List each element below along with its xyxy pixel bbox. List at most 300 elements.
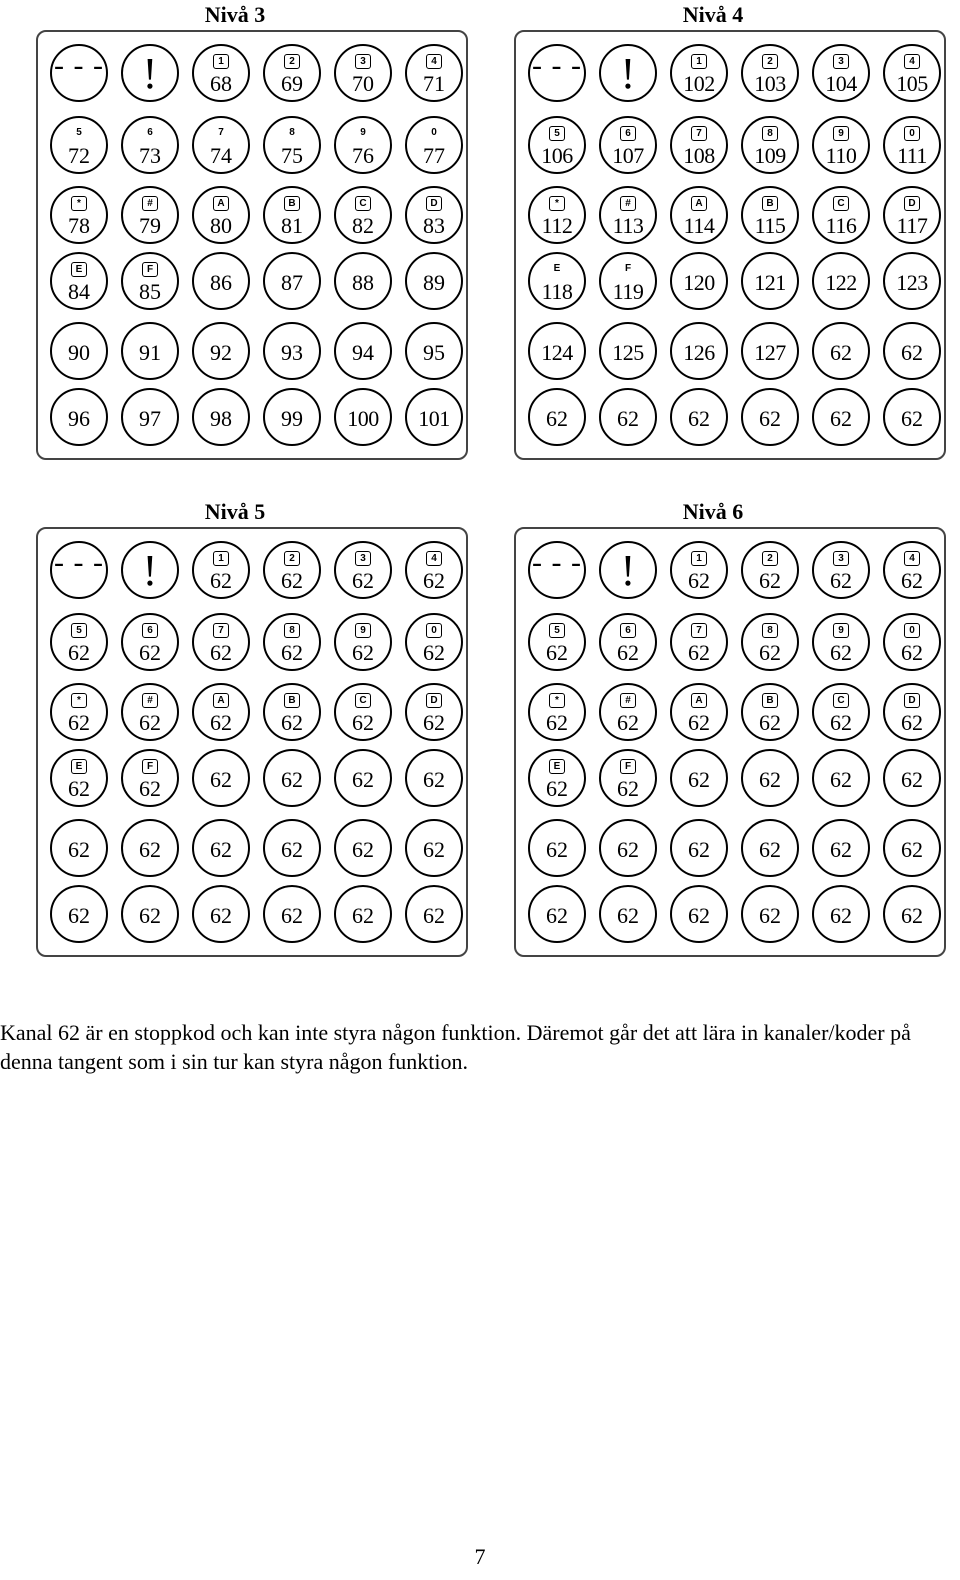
keypad-key bbox=[528, 44, 586, 102]
keypad-key bbox=[812, 885, 870, 943]
key-label: 4 bbox=[426, 54, 442, 69]
key-value: 62 bbox=[139, 710, 161, 735]
key-value: 90 bbox=[68, 340, 90, 365]
key-value: 92 bbox=[210, 340, 232, 365]
keypad-key bbox=[405, 613, 463, 671]
key-value: 124 bbox=[541, 340, 573, 365]
key-value: 62 bbox=[210, 767, 232, 792]
keypad-key bbox=[192, 388, 250, 446]
key-label: A bbox=[213, 693, 229, 708]
keypad-key bbox=[741, 541, 799, 599]
key-label: 9 bbox=[360, 127, 366, 138]
keypad-key bbox=[263, 252, 321, 310]
key-label: C bbox=[355, 196, 371, 211]
level-panel-6 bbox=[478, 497, 948, 972]
key-label: 5 bbox=[71, 623, 87, 638]
key-value: 62 bbox=[210, 640, 232, 665]
key-value: 97 bbox=[139, 406, 161, 431]
key-label: B bbox=[762, 196, 778, 211]
key-value: 62 bbox=[617, 640, 639, 665]
key-value: 62 bbox=[352, 640, 374, 665]
keypad-key bbox=[192, 252, 250, 310]
key-label: 8 bbox=[289, 127, 295, 138]
keypad-key bbox=[192, 683, 250, 741]
keypad-key bbox=[670, 322, 728, 380]
key-label: B bbox=[762, 693, 778, 708]
key-label: F bbox=[142, 759, 158, 774]
keypad-key bbox=[741, 388, 799, 446]
key-value: 62 bbox=[901, 837, 923, 862]
keypad-key bbox=[334, 44, 392, 102]
keypad-key bbox=[405, 44, 463, 102]
keypad-key bbox=[334, 749, 392, 807]
key-label: # bbox=[142, 196, 158, 211]
key-value: 108 bbox=[683, 143, 715, 168]
key-label: 5 bbox=[76, 127, 82, 138]
key-value: 111 bbox=[897, 143, 927, 168]
key-value: 83 bbox=[423, 213, 445, 238]
keypad-key bbox=[263, 322, 321, 380]
keypad-key bbox=[50, 388, 108, 446]
key-value: 62 bbox=[901, 767, 923, 792]
key-value: 70 bbox=[352, 71, 374, 96]
keypad-key bbox=[812, 252, 870, 310]
keypad-key bbox=[670, 749, 728, 807]
key-label: E bbox=[553, 263, 561, 274]
keypad-key bbox=[528, 388, 586, 446]
keypad-key bbox=[812, 819, 870, 877]
keypad-key bbox=[670, 683, 728, 741]
key-value: 77 bbox=[423, 143, 445, 168]
level-title: Nivå 3 bbox=[204, 2, 266, 27]
key-value: 62 bbox=[546, 710, 568, 735]
keypad-key bbox=[334, 186, 392, 244]
key-label: F bbox=[620, 759, 636, 774]
keypad-key bbox=[121, 186, 179, 244]
keypad-key bbox=[599, 819, 657, 877]
keypad-key bbox=[741, 819, 799, 877]
keypad-key bbox=[192, 885, 250, 943]
key-value: 107 bbox=[612, 143, 644, 168]
keypad-key bbox=[263, 388, 321, 446]
key-value: 100 bbox=[347, 406, 379, 431]
key-value: 62 bbox=[139, 776, 161, 801]
key-value: 102 bbox=[683, 71, 715, 96]
key-value: 62 bbox=[688, 767, 710, 792]
key-label: 7 bbox=[213, 623, 229, 638]
keypad-key bbox=[883, 749, 941, 807]
keypad-key bbox=[670, 186, 728, 244]
key-label: 6 bbox=[147, 127, 153, 138]
keypad-key bbox=[599, 388, 657, 446]
key-label: 5 bbox=[549, 126, 565, 141]
key-value: 95 bbox=[423, 340, 445, 365]
key-label: 4 bbox=[904, 551, 920, 566]
key-value: 73 bbox=[139, 143, 161, 168]
key-value: 62 bbox=[830, 340, 852, 365]
key-value: 62 bbox=[759, 903, 781, 928]
keypad-key bbox=[883, 683, 941, 741]
keypad-key bbox=[121, 683, 179, 741]
level-title: Nivå 4 bbox=[682, 2, 744, 27]
key-value: 123 bbox=[896, 270, 928, 295]
key-label: 2 bbox=[762, 54, 778, 69]
key-value: 109 bbox=[754, 143, 786, 168]
key-label: A bbox=[691, 693, 707, 708]
keypad-key bbox=[812, 749, 870, 807]
keypad-key bbox=[263, 885, 321, 943]
key-label: 9 bbox=[833, 623, 849, 638]
key-value: - - - bbox=[532, 49, 582, 82]
keypad-key bbox=[528, 116, 586, 174]
key-label: 4 bbox=[426, 551, 442, 566]
keypad-key bbox=[812, 683, 870, 741]
keypad-key bbox=[741, 252, 799, 310]
key-value: 62 bbox=[352, 568, 374, 593]
keypad-grid bbox=[514, 527, 946, 957]
key-value: 62 bbox=[688, 640, 710, 665]
key-value: 62 bbox=[901, 903, 923, 928]
key-label: C bbox=[833, 196, 849, 211]
key-value: 62 bbox=[281, 767, 303, 792]
keypad-key bbox=[334, 613, 392, 671]
key-value: 62 bbox=[68, 903, 90, 928]
key-label: F bbox=[624, 263, 632, 274]
key-label: 6 bbox=[142, 623, 158, 638]
keypad-key bbox=[528, 541, 586, 599]
key-value: 86 bbox=[210, 270, 232, 295]
key-value: 118 bbox=[541, 279, 573, 304]
keypad-key bbox=[883, 116, 941, 174]
key-value: 62 bbox=[352, 710, 374, 735]
key-label: 2 bbox=[284, 551, 300, 566]
key-label: 5 bbox=[549, 623, 565, 638]
keypad-key bbox=[121, 613, 179, 671]
key-value: 62 bbox=[830, 406, 852, 431]
keypad-key bbox=[599, 186, 657, 244]
key-value: 62 bbox=[546, 776, 568, 801]
key-value: 78 bbox=[68, 213, 90, 238]
keypad-key bbox=[192, 541, 250, 599]
key-label: 8 bbox=[284, 623, 300, 638]
key-label: # bbox=[142, 693, 158, 708]
key-value: 71 bbox=[423, 71, 445, 96]
key-value: 98 bbox=[210, 406, 232, 431]
key-label: B bbox=[284, 693, 300, 708]
keypad-key bbox=[405, 749, 463, 807]
keypad-key bbox=[812, 44, 870, 102]
key-value: 62 bbox=[281, 837, 303, 862]
key-label: A bbox=[213, 196, 229, 211]
key-label: 2 bbox=[762, 551, 778, 566]
keypad-key bbox=[405, 683, 463, 741]
keypad-key bbox=[670, 541, 728, 599]
key-value: 89 bbox=[423, 270, 445, 295]
keypad-key bbox=[670, 885, 728, 943]
key-label: 9 bbox=[833, 126, 849, 141]
keypad-key bbox=[121, 819, 179, 877]
keypad-key bbox=[50, 541, 108, 599]
key-value: 88 bbox=[352, 270, 374, 295]
key-value: 105 bbox=[896, 71, 928, 96]
keypad-key bbox=[599, 613, 657, 671]
key-value: 116 bbox=[825, 213, 857, 238]
key-label: * bbox=[71, 693, 87, 708]
level-title: Nivå 5 bbox=[204, 499, 266, 524]
key-value: 62 bbox=[423, 710, 445, 735]
keypad-key bbox=[599, 252, 657, 310]
key-value: 62 bbox=[901, 406, 923, 431]
keypad-key bbox=[812, 613, 870, 671]
keypad-key bbox=[121, 541, 179, 599]
key-value: 62 bbox=[830, 568, 852, 593]
key-value: 62 bbox=[210, 568, 232, 593]
key-label: 7 bbox=[218, 127, 224, 138]
key-label: 7 bbox=[691, 126, 707, 141]
key-label: E bbox=[549, 759, 565, 774]
key-value: 62 bbox=[759, 568, 781, 593]
key-value: 76 bbox=[352, 143, 374, 168]
key-value: 62 bbox=[901, 340, 923, 365]
key-value: 62 bbox=[759, 640, 781, 665]
keypad-key bbox=[405, 819, 463, 877]
keypad-key bbox=[741, 885, 799, 943]
keypad-key bbox=[405, 388, 463, 446]
keypad-key bbox=[883, 44, 941, 102]
keypad-key bbox=[670, 252, 728, 310]
key-value: 62 bbox=[688, 837, 710, 862]
key-label: D bbox=[904, 693, 920, 708]
key-value: 85 bbox=[139, 279, 161, 304]
keypad-key bbox=[334, 388, 392, 446]
keypad-key bbox=[121, 388, 179, 446]
keypad-key bbox=[263, 116, 321, 174]
key-label: 2 bbox=[284, 54, 300, 69]
keypad-key bbox=[121, 322, 179, 380]
keypad-key bbox=[50, 252, 108, 310]
key-label: 1 bbox=[691, 551, 707, 566]
key-value: 91 bbox=[139, 340, 161, 365]
key-value: 79 bbox=[139, 213, 161, 238]
key-value: 62 bbox=[546, 406, 568, 431]
key-value: 62 bbox=[139, 837, 161, 862]
keypad-key bbox=[528, 322, 586, 380]
key-label: 9 bbox=[355, 623, 371, 638]
key-label: C bbox=[355, 693, 371, 708]
key-label: 3 bbox=[833, 54, 849, 69]
keypad-key bbox=[334, 116, 392, 174]
keypad-key bbox=[528, 885, 586, 943]
key-value: 112 bbox=[541, 213, 573, 238]
key-value: 106 bbox=[541, 143, 573, 168]
key-label: E bbox=[71, 759, 87, 774]
key-value: 114 bbox=[683, 213, 715, 238]
key-value: 81 bbox=[281, 213, 303, 238]
key-value: 62 bbox=[352, 837, 374, 862]
keypad-key bbox=[50, 683, 108, 741]
key-value: 115 bbox=[754, 213, 786, 238]
keypad-key bbox=[263, 44, 321, 102]
keypad-key bbox=[121, 116, 179, 174]
level-panel-5 bbox=[0, 497, 470, 972]
keypad-key bbox=[405, 541, 463, 599]
key-label: C bbox=[833, 693, 849, 708]
keypad-key bbox=[405, 116, 463, 174]
keypad-key bbox=[192, 116, 250, 174]
key-value: 62 bbox=[352, 767, 374, 792]
key-value: 99 bbox=[281, 406, 303, 431]
key-value: ! bbox=[142, 546, 158, 595]
key-label: 6 bbox=[620, 126, 636, 141]
key-value: 125 bbox=[612, 340, 644, 365]
keypad-key bbox=[741, 322, 799, 380]
key-value: 94 bbox=[352, 340, 374, 365]
key-value: ! bbox=[620, 49, 636, 98]
keypad-key bbox=[741, 116, 799, 174]
key-value: 62 bbox=[617, 903, 639, 928]
key-value: 62 bbox=[688, 568, 710, 593]
keypad-key bbox=[263, 613, 321, 671]
keypad-key bbox=[121, 44, 179, 102]
key-value: 84 bbox=[68, 279, 90, 304]
key-value: 122 bbox=[825, 270, 857, 295]
key-label: 0 bbox=[426, 623, 442, 638]
key-value: 62 bbox=[546, 640, 568, 665]
key-value: 62 bbox=[139, 640, 161, 665]
key-value: 62 bbox=[68, 776, 90, 801]
keypad-key bbox=[50, 819, 108, 877]
key-label: 3 bbox=[833, 551, 849, 566]
keypad-key bbox=[405, 252, 463, 310]
key-value: 62 bbox=[688, 710, 710, 735]
keypad-key bbox=[670, 44, 728, 102]
key-value: - - - bbox=[54, 546, 104, 579]
key-label: 4 bbox=[904, 54, 920, 69]
key-value: 62 bbox=[901, 710, 923, 735]
key-label: * bbox=[71, 196, 87, 211]
key-label: F bbox=[142, 262, 158, 277]
key-value: 126 bbox=[683, 340, 715, 365]
key-value: 62 bbox=[139, 903, 161, 928]
keypad-key bbox=[192, 749, 250, 807]
key-value: 62 bbox=[688, 903, 710, 928]
keypad-key bbox=[50, 44, 108, 102]
key-value: 62 bbox=[759, 767, 781, 792]
key-value: 62 bbox=[546, 837, 568, 862]
key-value: 121 bbox=[754, 270, 786, 295]
key-value: 62 bbox=[901, 568, 923, 593]
key-label: * bbox=[549, 196, 565, 211]
keypad-key bbox=[263, 819, 321, 877]
key-label: 6 bbox=[620, 623, 636, 638]
key-label: D bbox=[426, 693, 442, 708]
key-value: 74 bbox=[210, 143, 232, 168]
keypad-key bbox=[812, 116, 870, 174]
key-value: 62 bbox=[423, 568, 445, 593]
key-value: 62 bbox=[617, 710, 639, 735]
keypad-key bbox=[263, 683, 321, 741]
key-label: A bbox=[691, 196, 707, 211]
key-value: 62 bbox=[68, 710, 90, 735]
key-label: D bbox=[904, 196, 920, 211]
keypad-key bbox=[528, 819, 586, 877]
keypad-key bbox=[50, 186, 108, 244]
keypad-key bbox=[883, 885, 941, 943]
key-value: 62 bbox=[617, 837, 639, 862]
key-value: 96 bbox=[68, 406, 90, 431]
key-value: 62 bbox=[759, 710, 781, 735]
keypad-key bbox=[599, 885, 657, 943]
key-value: 62 bbox=[423, 903, 445, 928]
key-value: 82 bbox=[352, 213, 374, 238]
key-label: 1 bbox=[691, 54, 707, 69]
keypad-key bbox=[812, 541, 870, 599]
key-value: 62 bbox=[830, 837, 852, 862]
key-value: - - - bbox=[532, 546, 582, 579]
page-number: 7 bbox=[474, 1544, 486, 1569]
key-value: 62 bbox=[617, 776, 639, 801]
key-label: 1 bbox=[213, 551, 229, 566]
key-value: 119 bbox=[612, 279, 644, 304]
key-value: 62 bbox=[281, 710, 303, 735]
keypad-key bbox=[741, 613, 799, 671]
keypad-key bbox=[741, 749, 799, 807]
key-value: 62 bbox=[281, 903, 303, 928]
keypad-key bbox=[741, 44, 799, 102]
key-label: # bbox=[620, 693, 636, 708]
key-value: 68 bbox=[210, 71, 232, 96]
keypad-key bbox=[263, 186, 321, 244]
key-label: 1 bbox=[213, 54, 229, 69]
key-value: 62 bbox=[352, 903, 374, 928]
keypad-key bbox=[192, 613, 250, 671]
keypad-key bbox=[334, 541, 392, 599]
keypad-key bbox=[883, 388, 941, 446]
keypad-key bbox=[50, 749, 108, 807]
keypad-key bbox=[883, 613, 941, 671]
keypad-grid bbox=[36, 30, 468, 460]
key-value: 127 bbox=[754, 340, 786, 365]
key-value: 104 bbox=[825, 71, 857, 96]
keypad-key bbox=[121, 749, 179, 807]
key-label: 0 bbox=[904, 126, 920, 141]
key-value: 93 bbox=[281, 340, 303, 365]
keypad-key bbox=[528, 749, 586, 807]
keypad-key bbox=[670, 116, 728, 174]
keypad-key bbox=[405, 885, 463, 943]
keypad-key bbox=[334, 322, 392, 380]
keypad-key bbox=[599, 749, 657, 807]
keypad-key bbox=[263, 541, 321, 599]
key-value: 69 bbox=[281, 71, 303, 96]
keypad-key bbox=[599, 44, 657, 102]
keypad-key bbox=[599, 322, 657, 380]
keypad-key bbox=[50, 613, 108, 671]
key-value: 62 bbox=[688, 406, 710, 431]
keypad-key bbox=[528, 252, 586, 310]
level-panel-4 bbox=[478, 0, 948, 475]
key-value: 62 bbox=[830, 767, 852, 792]
key-value: 120 bbox=[683, 270, 715, 295]
keypad-key bbox=[883, 541, 941, 599]
key-label: 0 bbox=[904, 623, 920, 638]
keypad-key bbox=[528, 683, 586, 741]
key-label: 3 bbox=[355, 54, 371, 69]
keypad-grid bbox=[514, 30, 946, 460]
key-label: E bbox=[71, 262, 87, 277]
keypad-key bbox=[741, 186, 799, 244]
key-value: 113 bbox=[612, 213, 644, 238]
